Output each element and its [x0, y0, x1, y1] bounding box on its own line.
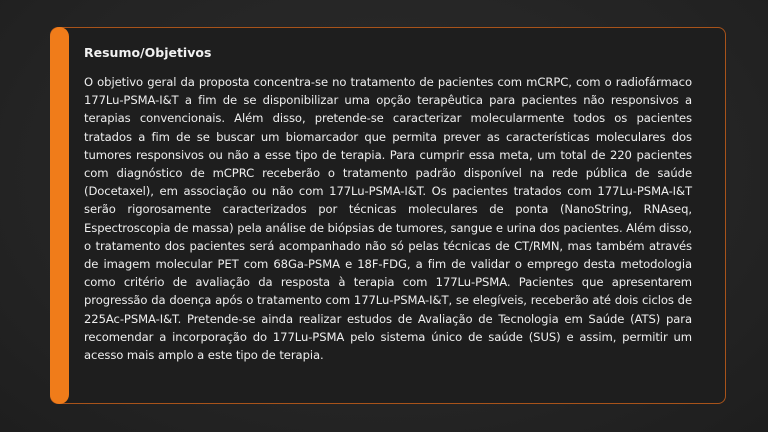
accent-bar [50, 27, 69, 404]
section-heading: Resumo/Objetivos [84, 45, 212, 60]
summary-paragraph: O objetivo geral da proposta concentra-se no tratamento de pacientes com mCRPC, com o radiofármaco 177Lu-PSMA-I&T a fim de se disponibilizar uma opção terapêutica para pacientes não responsivos a terapias convencionais. Além disso, pretende-se caracterizar molecularmente todos os pacientes tratados a fim de se buscar um biomarcador que permita prever as características moleculares dos tumores responsivos ou não a esse tipo de terapia. Para cumprir essa meta, um total de 220 pacientes com diagnóstico de mCPRC receberão o tratamento padrão disponível na rede pública de saúde (Docetaxel), em associação ou não com 177Lu-PSMA-I&T. Os pacientes tratados com 177Lu-PSMA-I&T serão rigorosamente caracterizados por técnicas moleculares de ponta (NanoString, RNAseq, Espectroscopia de massa) pela análise de biópsias de tumores, sangue e urina dos pacientes. Além disso, o tratamento dos pacientes será acompanhado não só pelas técnicas de CT/RMN, mas também através de imagem molecular PET com 68Ga-PSMA e 18F-FDG, a fim de validar o emprego desta metodologia como critério de avaliação da resposta à terapia com 177Lu-PSMA. Pacientes que apresentarem progressão da doença após o tratamento com 177Lu-PSMA-I&T, se elegíveis, receberão até dois ciclos de 225Ac-PSMA-I&T. Pretende-se ainda realizar estudos de Avaliação de Tecnologia em Saúde (ATS) para recomendar a incorporação do 177Lu-PSMA pelo sistema único de saúde (SUS) e assim, permitir um acesso mais amplo a este tipo de terapia. [84, 75, 692, 363]
summary-content [84, 44, 692, 364]
